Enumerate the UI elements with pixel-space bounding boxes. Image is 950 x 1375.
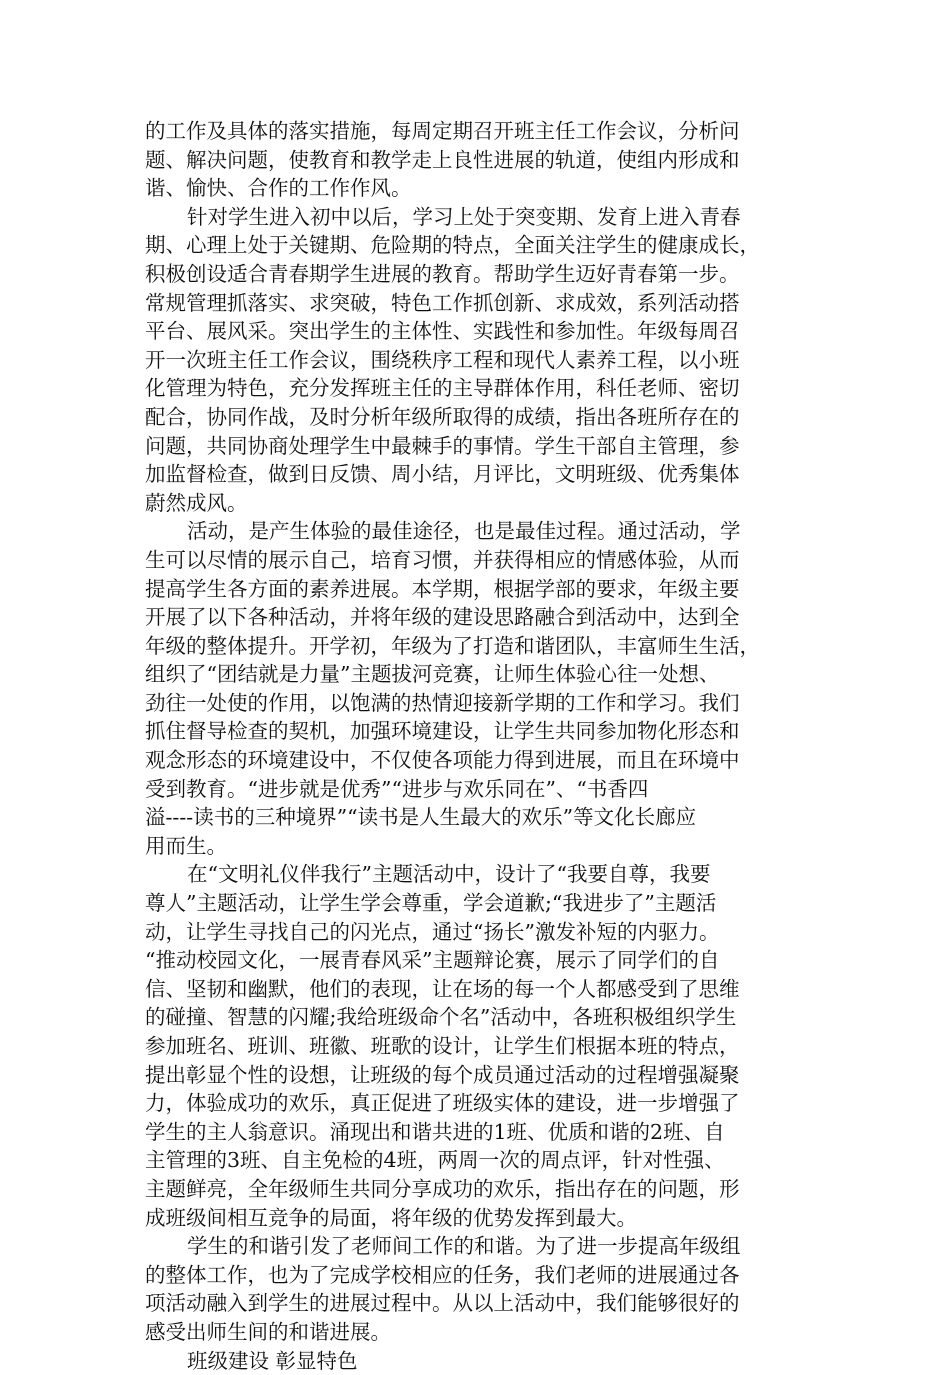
text-line: 参加班名、班训、班徽、班歌的设计，让学生们根据本班的特点， [145,1034,740,1058]
paragraph [145,1347,817,1375]
text-line: 抓住督导检查的契机，加强环境建设，让学生共同参加物化形态和 [145,719,740,744]
text-line: 感受出师生间的和谐进展。 [145,1319,391,1344]
text-line: 提高学生各方面的素养进展。本学期，根据学部的要求，年级主要 [145,576,740,601]
text-line: 班级建设 彰显特色 [187,1348,358,1373]
text-line: 常规管理抓落实、求突破，特色工作抓创新、求成效，系列活动搭 [145,290,740,315]
text-line: 年级的整体提升。开学初，年级为了打造和谐团队，丰富师生生活， [145,633,760,658]
text-line: 化管理为特色，充分发挥班主任的主导群体作用，科任老师、密切 [145,376,740,401]
document-body [145,117,817,1375]
paragraph [145,1232,817,1346]
text-line: 主管理的3班、自主免检的4班，两周一次的周点评，针对性强、 [145,1148,725,1173]
text-line: 提出彰显个性的设想，让班级的每个成员通过活动的过程增强凝聚 [145,1062,740,1087]
text-line: 项活动融入到学生的进展过程中。从以上活动中，我们能够很好的 [145,1291,740,1316]
text-line: 溢----读书的三种境界”“读书是人生最大的欢乐”等文化长廊应 [145,805,697,830]
text-line: 平台、展风采。突出学生的主体性、实践性和参加性。年级每周召 [145,319,740,344]
text-line: 的工作及具体的落实措施，每周定期召开班主任工作会议，分析问 [145,119,740,143]
text-line: 动，让学生寻找自己的闪光点，通过“扬长”激发补短的内驱力。 [145,919,720,944]
paragraph [145,517,817,860]
text-line: 开展了以下各种活动，并将年级的建设思路融合到活动中，达到全 [145,605,740,630]
text-line: 主题鲜亮，全年级师生共同分享成功的欢乐，指出存在的问题，形 [145,1176,740,1201]
text-line: 积极创设适合青春期学生进展的教育。帮助学生迈好青春第一步。 [145,261,740,286]
text-line: 期、心理上处于关键期、危险期的特点，全面关注学生的健康成长， [145,233,760,258]
text-line: 劲往一处使的作用，以饱满的热情迎接新学期的工作和学习。我们 [145,690,740,715]
document-page [145,117,817,1375]
text-line: 谐、愉快、合作的工作作风。 [145,176,412,201]
text-line: 配合，协同作战，及时分析年级所取得的成绩，指出各班所存在的 [145,404,740,429]
text-line: 问题，共同协商处理学生中最棘手的事情。学生干部自主管理，参 [145,433,740,458]
text-line: 受到教育。“进步就是优秀”“进步与欢乐同在”、“书香四 [145,776,649,801]
text-line: 的整体工作，也为了完成学校相应的任务，我们老师的进展通过各 [145,1262,740,1287]
text-line: 学生的和谐引发了老师间工作的和谐。为了进一步提高年级组 [187,1234,741,1259]
text-line: 力，体验成功的欢乐，真正促进了班级实体的建设，进一步增强了 [145,1091,740,1116]
text-line: 开一次班主任工作会议，围绕秩序工程和现代人素养工程，以小班 [145,347,740,372]
text-line: 组织了“团结就是力量”主题拔河竞赛，让师生体验心往一处想、 [145,662,720,687]
text-line: 用而生。 [145,833,227,858]
paragraph [145,203,817,518]
text-line: 针对学生进入初中以后，学习上处于突变期、发育上进入青春 [187,204,741,229]
text-line: 加监督检查，做到日反馈、周小结，月评比，文明班级、优秀集体 [145,462,740,487]
text-line: 活动，是产生体验的最佳途径，也是最佳过程。通过活动，学 [187,519,741,544]
text-line: 学生的主人翁意识。涌现出和谐共进的1班、优质和谐的2班、自 [145,1119,725,1144]
text-line: 观念形态的环境建设中，不仅使各项能力得到进展，而且在环境中 [145,748,740,773]
text-line: 成班级间相互竞争的局面，将年级的优势发挥到最大。 [145,1205,637,1230]
paragraph [145,117,817,203]
text-line: 的碰撞、智慧的闪耀;我给班级命个名”活动中，各班积极组织学生 [145,1005,737,1030]
text-line: 在“文明礼仪伴我行”主题活动中，设计了“我要自尊，我要 [187,862,711,887]
text-line: 信、坚韧和幽默，他们的表现，让在场的每一个人都感受到了思维 [145,976,740,1001]
text-line: 题、解决问题，使教育和教学走上良性进展的轨道，使组内形成和 [145,147,740,172]
text-line: “推动校园文化，一展青春风采”主题辩论赛，展示了同学们的自 [145,948,720,973]
text-line: 尊人”主题活动，让学生学会尊重，学会道歉;“我进步了”主题活 [145,891,717,916]
paragraph [145,860,817,1232]
text-line: 蔚然成风。 [145,490,248,515]
text-line: 生可以尽情的展示自己，培育习惯，并获得相应的情感体验，从而 [145,547,740,572]
